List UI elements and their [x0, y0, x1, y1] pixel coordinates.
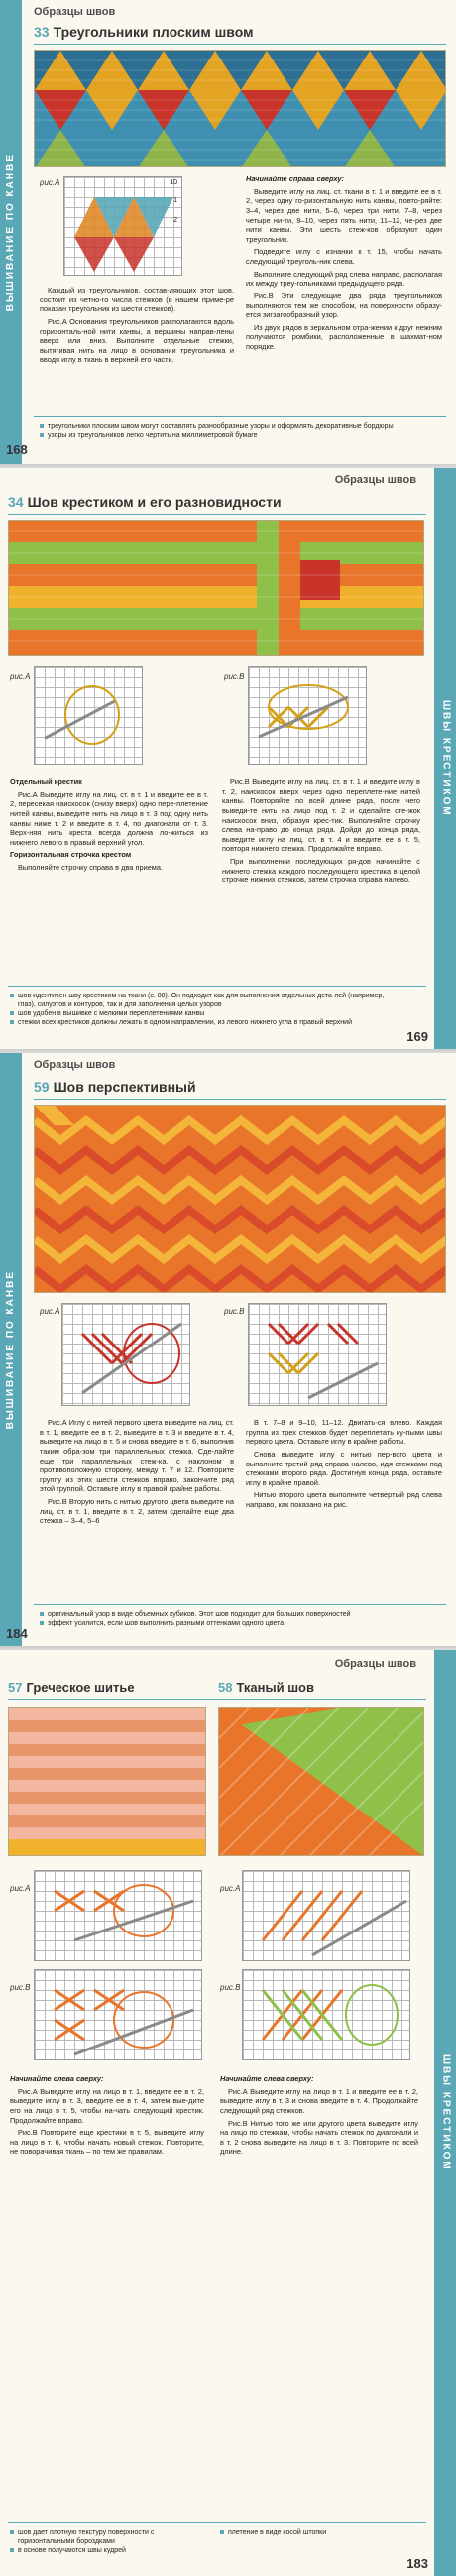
page-number: 183 — [406, 2556, 428, 2571]
fig-a-stitches — [62, 1304, 191, 1407]
woven-pattern-svg — [219, 1708, 424, 1856]
fig-b-stitches — [249, 1304, 388, 1407]
tip-item: стежки всех крестиков должны лежать в одном направлении, из левого нижнего угла в правый верхний — [10, 1018, 397, 1027]
cross-pattern-svg — [9, 521, 424, 656]
fig-b-diagram — [248, 1303, 387, 1406]
side-tab-right: ШВЫ КРЕСТИКОМ — [434, 468, 456, 1049]
footer-rule — [8, 2522, 426, 2523]
fig-a-diagram-left — [34, 1870, 202, 1961]
fig-a-label-left: рис.А — [10, 1884, 31, 1893]
footer-rule — [8, 986, 426, 987]
tip-item: узоры из треугольников легко чертить на миллиметровой бумаге — [40, 431, 436, 440]
fig-point-2: 2 — [173, 217, 177, 224]
tip-item: в основе получаются швы кудрей — [10, 2546, 204, 2555]
tips-list — [40, 422, 436, 440]
page-184 — [0, 1053, 456, 1648]
fig-b-diagram-right — [242, 1969, 410, 2060]
tips-list — [10, 992, 397, 1027]
fig-b-label: рис.В — [224, 1307, 245, 1316]
tips-list — [40, 1610, 436, 1628]
fig-a-label-right: рис.А — [220, 1884, 241, 1893]
footer-rule — [34, 416, 446, 417]
right-text-column: Рис.В Выведите иглу на лиц. ст. в т. 1 и введите иглу в т. 2, наискосок вверх через одно переплете-ние нитей канвы. Повторяйте по всей длине ряда, после чего выведи-те нить на лицо под т. 2 и сделайте сте-жок наискосок вниз, образуя крес-тик. Выполняйте строчку слева на-право до конца ряда. Дойдя до конца ряда, выведите иглу на лиц. ст. в т. 4 и введите ее в т. 5, повторя нижнего стежка. Продолжайте вправо. При выполнении последующих ря-дов начинайте с нижнего стежка каждого последующего крестика в целой строчке нижних стежков, затем строчка справа налево. — [222, 777, 420, 885]
fig-a-label: рис.А — [10, 672, 31, 681]
woven-stitch-photo — [218, 1707, 424, 1856]
fig-a-stitches — [64, 177, 183, 277]
fig-a-right-stitches — [243, 1871, 411, 1962]
stitch-title: 33 Треугольники плоским швом — [34, 24, 254, 40]
perspective-stitch-photo — [34, 1105, 446, 1293]
perspective-pattern-svg — [35, 1106, 446, 1293]
side-tab-right: ШВЫ КРЕСТИКОМ — [434, 1650, 456, 2576]
section-label: Образцы швов — [34, 1059, 116, 1071]
left-text-column: Отдельный крестик Рис.А Выведите иглу на лиц. ст. в т. 1 и введите ее в т. 2, пересекая наискосок (снизу вверх) одно пере-плетение нитей канвы, выведите нить на лицо в т. 3 под одну нить канвы ниже т. 2 и введите в т. 4, по диагонали от т. 3. Верх-няя нить креста всегда должна ло-житься из нижнего левого в правый верхний угол. Горизонтальная строчка крестом Выполняйте строчку справа в два приема. — [10, 777, 208, 872]
fig-b-label-right: рис.В — [220, 1983, 241, 1992]
section-label: Образцы швов — [334, 1658, 416, 1670]
fig-a-diagram — [63, 176, 182, 276]
stitch-title: 59 Шов перспективный — [34, 1079, 196, 1095]
right-text-column: Начинайте слева сверху: Рис.А Выведите иглу на лицо в т. 1 и введите ее в т. 2, выведите иглу в т. 3 и снова введите в т. 4. Продолжайте следующий ряд стежков. Рис.В Нитью того же или другого цвета выведите иглу на лицо по стежкам, чтобы начать стежок по диагонали и в т. 2 снова выведите на лицо в т. 3. Повторите по всей длине. — [220, 2074, 418, 2157]
cross-stitch-photo — [8, 520, 424, 656]
tip-item: шов дает плотную текстуру поверхности с горизонтальными бороздками — [10, 2528, 204, 2546]
greek-stitch-photo — [8, 1707, 206, 1856]
footer-rule — [34, 1604, 446, 1605]
page-183 — [0, 1650, 456, 2576]
tip-item: шов удобен в вышивке с мелкими переплетениями канвы — [10, 1009, 397, 1018]
page-168 — [0, 0, 456, 466]
fig-a-label: рис.А — [40, 178, 60, 187]
fig-b-right-stitches — [243, 1970, 411, 2061]
right-text-column: Начинайте справа сверху: Выведите иглу на лиц. ст. ткани в т. 1 и введите ее в т. 2, через одну го-ризонтальную нить канвы, повто-ряйте: 3–4, через две нити, 5–6, через три нити, 7–8, через четыре ни-ти, 9–10, через пять нити, 11–12, че-рез две нити канвы. Эти шесть стеж-ков образуют один треугольник. Подведите иглу с изнанки к т. 15, чтобы начать следующий треуголь-ник слева. Выполните следующий ряд слева направо, располагая их между треу-гольниками предыдущего ряда. Рис.В Эти следующие два ряда треугольников выполняются тем же способом, на поверхности образу-ется зигзагообразный узор. Из двух рядов в зеркальном отра-жении к друг нежним получаются ромбики, расположенные в шахмат-ном порядке. — [246, 175, 443, 351]
title-rule — [8, 514, 426, 515]
tips-list-left — [10, 2528, 204, 2555]
title-rule — [34, 1099, 446, 1100]
title-rule — [8, 1699, 426, 1700]
left-text-column: Каждый из треугольников, состав-ляющих этот шов, состоит из четно-го числа стежков (в нашем приме-ре показан треугольник из шести стежков). Рис.А Основания треугольников располагаются вдоль горизонталь-ной нити канвы, а вершины направ-лены вверх или вниз. Выполните отдельные стежки, вытягивая нить на лицо в основании треугольника и вводя иглу в ткань в верхней его части. — [40, 286, 234, 365]
tip-item: треугольники плоским швом могут составлять разнообразные узоры и оформлять декоративные бордюры — [40, 422, 436, 431]
right-stitch-title: 58 Тканый шов — [218, 1680, 314, 1695]
fig-a-diagram-right — [242, 1870, 410, 1961]
fig-a-label: рис.А — [40, 1307, 60, 1316]
greek-pattern-svg — [9, 1708, 206, 1856]
side-tab-left: ВЫШИВАНИЕ ПО КАНВЕ — [0, 1053, 22, 1646]
side-tab-left: ВЫШИВАНИЕ ПО КАНВЕ — [0, 0, 22, 464]
fig-point-1: 1 — [173, 197, 177, 204]
tip-item: шов идентичен шву крестиком на ткани (с. 88). Он подходит как для выполнения отдельных дета-лей (например, глаз), силуэтов и контуров, так и для заполнения целых узоров — [10, 992, 397, 1009]
tip-item: плетение в виде косой штопки — [220, 2528, 399, 2537]
tip-item: эффект усилится, если шов выполнить разными оттенками одного цвета — [40, 1619, 436, 1628]
left-text-column: Рис.А Иглу с нитей первого цвета выведите на лиц. ст. в т. 1, введите ее в т. 2, выведите в т. 3 и введите в т. 4, выведите на лицо в т. 5 и снова введите в т. 6, выполнив таким обра-зом три параллельных стежка. Сде-лайте еще три параллельных стеж-ка, с наклоном в противоположную сторону, между т. 7 и 12. Повторите группу из этих шести стежков вправо, закончите ряд этой группой. Оставьте иглу в правой крайне работы. Рис.В Вторую нить с нитью другого цвета выведите на лиц. ст. в т. 1, введите в т. 2, затем сделайте еще два стежка – 3–4, 5–6 — [40, 1418, 234, 1526]
page-169 — [0, 468, 456, 1051]
left-text-column: Начинайте слева сверху: Рис.А Выведите иглу на лицо в т. 1, введите ее в т. 2, выведите иглу в т. 3, введите ее в т. 4, затем вые-дите его на лицо в т. 5, чтобы на-чать следующий крестик. Продолжайте вправо. Рис.В Повторите еще крестики в т. 5, выведите иглу на лицо в т. 6, чтобы начать новый стежок. Повторите, не поворачивая ткань – по тем же правилам. — [10, 2074, 204, 2157]
triangle-pattern-svg — [35, 51, 446, 167]
triangle-stitch-photo — [34, 50, 446, 167]
fig-a-diagram — [34, 666, 143, 765]
fig-b-diagram-left — [34, 1969, 202, 2060]
thread-loop — [64, 685, 120, 745]
fig-b-crosses — [249, 667, 368, 766]
section-label: Образцы швов — [34, 6, 116, 18]
page-number: 168 — [6, 442, 28, 457]
fig-b-label: рис.В — [224, 672, 245, 681]
fig-a-diagram — [61, 1303, 190, 1406]
stitch-title: 34 Шов крестиком и его разновидности — [8, 494, 282, 510]
fig-point-10: 10 — [170, 179, 177, 186]
tip-item: оригинальный узор в виде объемных кубиков. Этот шов подходит для больших поверхностей — [40, 1610, 436, 1619]
title-rule — [34, 44, 446, 45]
fig-a-left-stitches — [35, 1871, 203, 1962]
fig-b-left-stitches — [35, 1970, 203, 2061]
left-stitch-title: 57 Греческое шитье — [8, 1680, 135, 1695]
tips-list-right — [220, 2528, 399, 2537]
fig-b-label-left: рис.В — [10, 1983, 31, 1992]
page-number: 184 — [6, 1626, 28, 1641]
right-text-column: В т. 7–8 и 9–10, 11–12. Двигать-ся влево. Каждая группа из трех стежков будет переплетать ку-пыми швы первого цвета. Оставьте иглу в крайне работы. Снова выведите иглу с нитью пер-вого цвета и выполните третий ряд справа налево, идя стежками под стежками второго ряда. Достигнув конца ряда, оставьте иглу в крайне правой. Нитью второго цвета выполните четвертый ряд слева направо, как показано на рис. — [246, 1418, 442, 1509]
section-label: Образцы швов — [334, 474, 416, 486]
fig-b-diagram — [248, 666, 367, 765]
page-number: 169 — [406, 1029, 428, 1044]
